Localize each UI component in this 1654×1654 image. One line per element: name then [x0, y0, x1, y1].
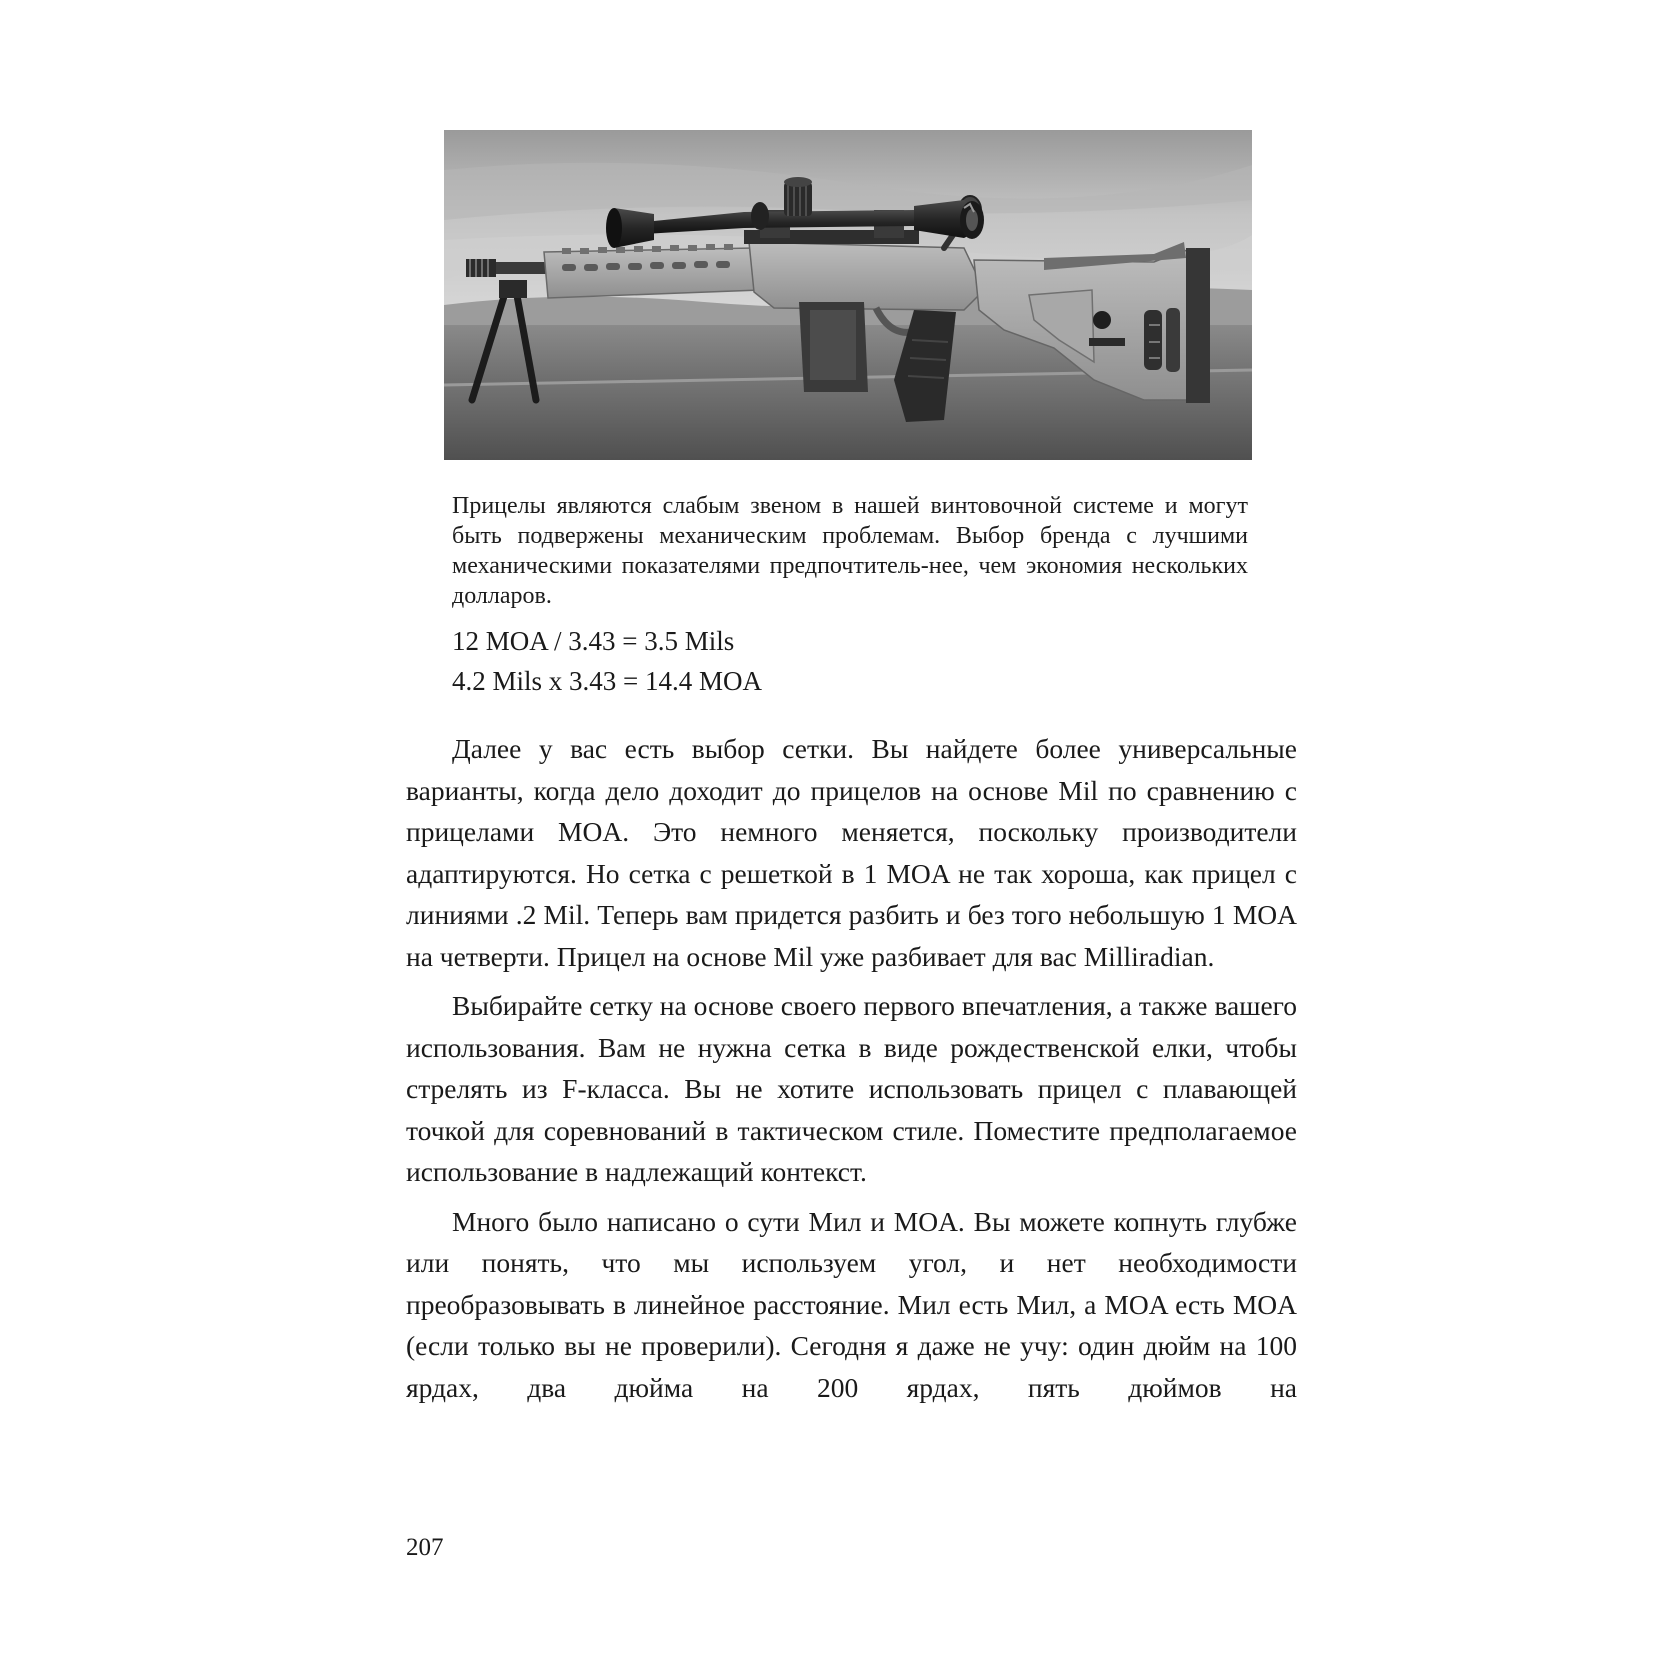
- formula-moa-to-mils: 12 MOA / 3.43 = 3.5 Mils: [452, 626, 735, 656]
- body-text: [406, 728, 1297, 1408]
- paragraph-reticle-choice: Далее у вас есть выбор сетки. Вы найдете более универсальные варианты, когда дело доходит до прицелов на основе Mil по сравнению с прицелами MOA. Это немного меняется, поскольку производители адаптируются. Но сетка с решеткой в 1 MOA не так хороша, как прицел с линиями .2 Mil. Теперь вам придется разбить и без того небольшую 1 MOA на четверти. Прицел на основе Mil уже разбивает для вас Milliradian.: [406, 733, 1297, 972]
- paragraph-reticle-usage: Выбирайте сетку на основе своего первого впечатления, а также вашего использования. Вам не нужна сетка в виде рождественской елки, чтобы стрелять из F-класса. Вы не хотите использовать прицел с плавающей точкой для соревнований в тактическом стиле. Поместите предполагаемое использование в надлежащий контекст.: [406, 990, 1297, 1187]
- rifle-photo: [444, 130, 1252, 460]
- page-number: 207: [406, 1534, 444, 1561]
- formula-mils-to-moa: 4.2 Mils x 3.43 = 14.4 MOA: [452, 666, 762, 696]
- paragraph-mil-vs-moa: Много было написано о сути Мил и MOA. Вы можете копнуть глубже или понять, что мы используем угол, и нет необходимости преобразовывать в линейное расстояние. Мил есть Мил, а MOA есть MOA (если только вы не проверили). Сегодня я даже не учу: один дюйм на 100 ярдах, два дюйма на 200 ярдах, пять дюймов на: [406, 1205, 1297, 1403]
- photo-caption: Прицелы являются слабым звеном в нашей винтовочной системе и могут быть подвержены механическим проблемам. Выбор бренда с лучшими механическими показателями предпочтитель-нее, чем экономия нескольких долларов.: [452, 493, 1248, 609]
